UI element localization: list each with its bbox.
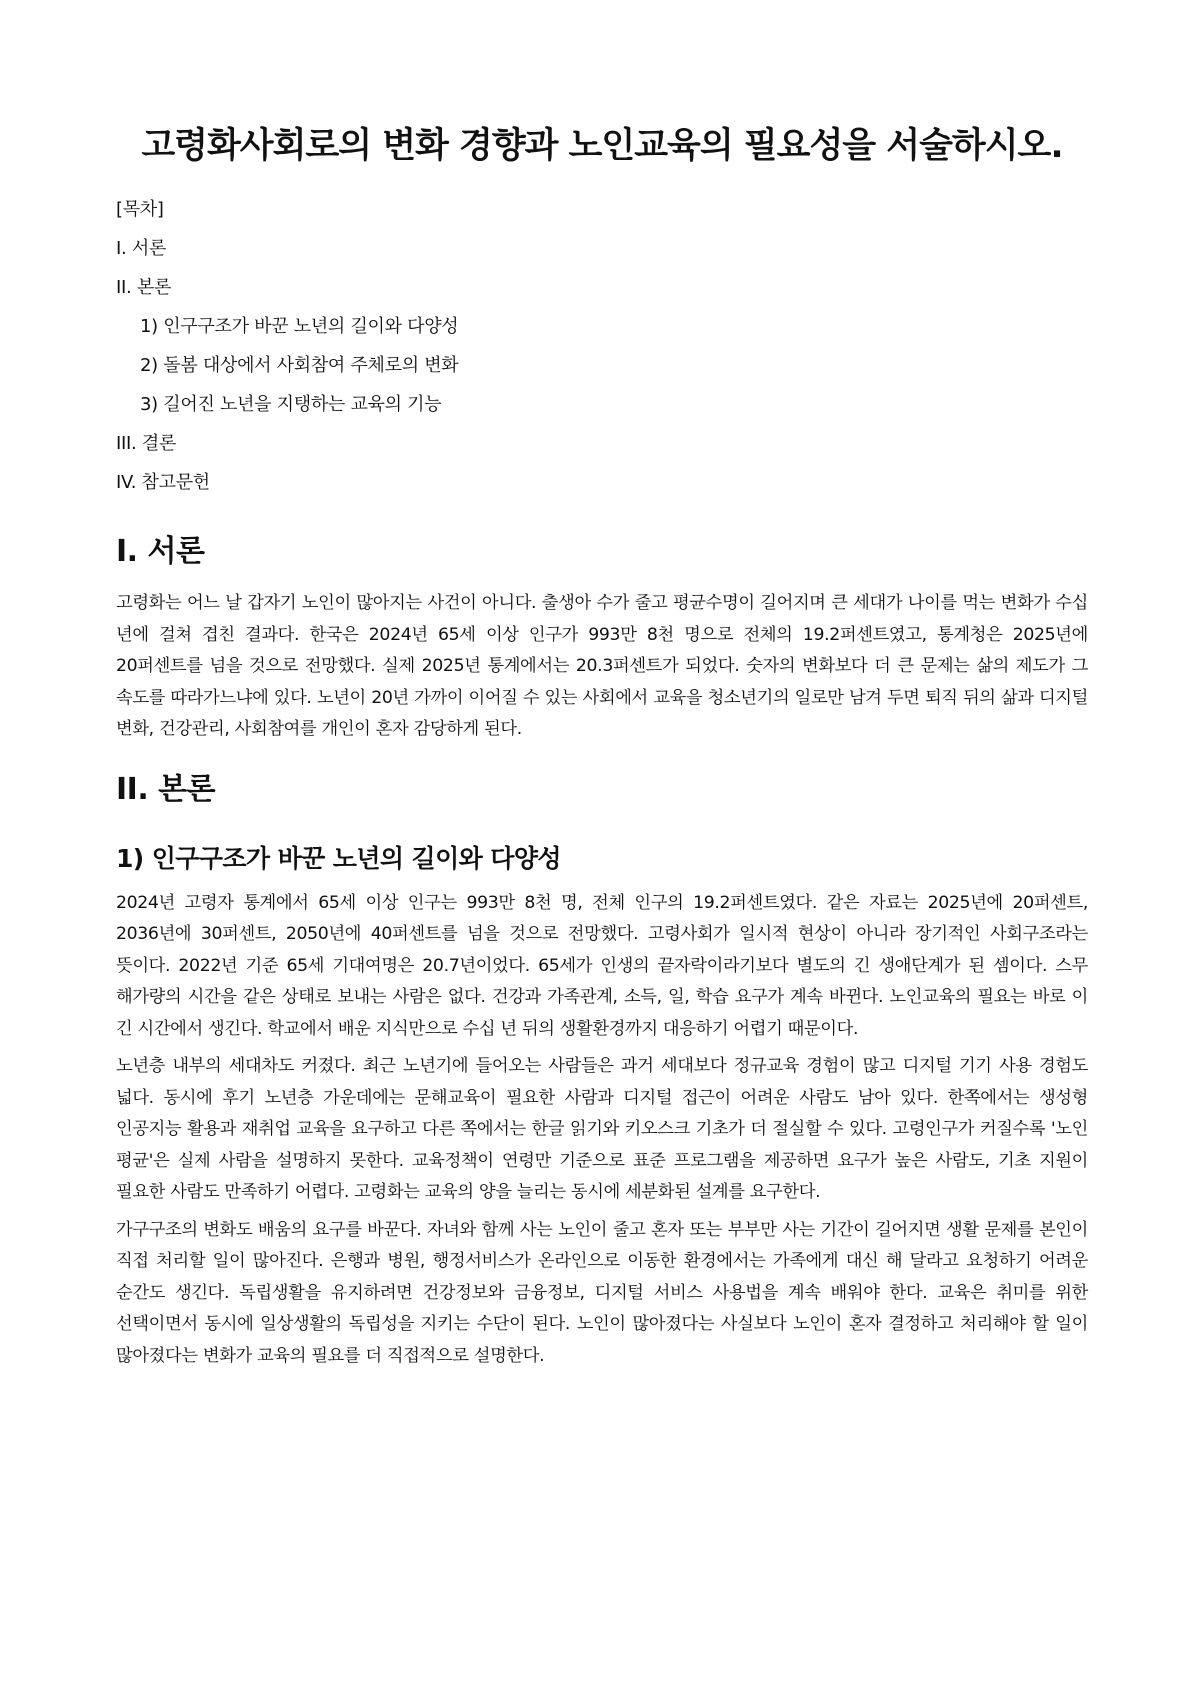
table-of-contents (116, 190, 1088, 502)
toc-item-conclusion: III. 결론 (116, 433, 177, 454)
toc-item-references: IV. 참고문헌 (116, 472, 210, 493)
toc-item-body-3: 3) 길어진 노년을 지탱하는 교육의 기능 (140, 394, 442, 415)
section-body (116, 768, 1088, 1373)
toc-item-body-2: 2) 돌봄 대상에서 사회참여 주체로의 변화 (140, 355, 459, 376)
paragraph: 노년층 내부의 세대차도 커졌다. 최근 노년기에 들어오는 사람들은 과거 세대보다 정규교육 경험이 많고 디지털 기기 사용 경험도 넓다. 동시에 후기 노년층 가운데에는 문해교육이 필요한 사람과 디지털 접근이 어려운 사람도 남아 있다. 한쪽에서는 생성형 인공지능 활용과 재취업 교육을 요구하고 다른 쪽에서는 한글 읽기와 키오스크 기초가 더 절실할 수 있다. 고령인구가 커질수록 '노인 평균'은 실제 사람을 설명하지 못한다. 교육정책이 연령만 기준으로 표준 프로그램을 제공하면 요구가 높은 사람도, 기초 지원이 필요한 사람도 만족하기 어렵다. 고령화는 교육의 양을 늘리는 동시에 세분화된 설계를 요구한다. (116, 1056, 1088, 1202)
paragraph: 2024년 고령자 통계에서 65세 이상 인구는 993만 8천 명, 전체 인구의 19.2퍼센트였다. 같은 자료는 2025년에 20퍼센트, 2036년에 30퍼센트, 2050년에 40퍼센트를 넘을 것으로 전망했다. 고령사회가 일시적 현상이 아니라 장기적인 사회구조라는 뜻이다. 2022년 기준 65세 기대여명은 20.7년이었다. 65세가 인생의 끝자락이라기보다 별도의 긴 생애단계가 된 셈이다. 스무 해가량의 시간을 같은 상태로 보내는 사람은 없다. 건강과 가족관계, 소득, 일, 학습 요구가 계속 바뀐다. 노인교육의 필요는 바로 이 긴 시간에서 생긴다. 학교에서 배운 지식만으로 수십 년 뒤의 생활환경까지 대응하기 어렵기 때문이다. (116, 892, 1088, 1039)
section-intro (116, 530, 1088, 746)
toc-item-intro: I. 서론 (116, 238, 167, 259)
paragraph: 고령화는 어느 날 갑자기 노인이 많아지는 사건이 아니다. 출생아 수가 줄고 평균수명이 길어지며 큰 세대가 나이를 먹는 변화가 수십 년에 걸쳐 겹친 결과다. 한국은 2024년 65세 이상 인구가 993만 8천 명으로 전체의 19.2퍼센트였고, 통계청은 2025년에 20퍼센트를 넘을 것으로 전망했다. 실제 2025년 통계에서는 20.3퍼센트가 되었다. 숫자의 변화보다 더 큰 문제는 삶의 제도가 그 속도를 따라가느냐에 있다. 노년이 20년 가까이 이어질 수 있는 사회에서 교육을 청소년기의 일로만 남겨 두면 퇴직 뒤의 삶과 디지털 변화, 건강관리, 사회참여를 개인이 혼자 감당하게 된다. (116, 593, 1088, 739)
toc-heading: [목차] (116, 199, 164, 220)
subsection-heading-1: 1) 인구구조가 바꾼 노년의 길이와 다양성 (116, 843, 561, 873)
section-heading-intro: I. 서론 (116, 534, 205, 569)
document-title: 고령화사회로의 변화 경향과 노인교육의 필요성을 서술하시오. (141, 126, 1063, 166)
subsection-1 (116, 840, 1088, 1373)
paragraph: 가구구조의 변화도 배움의 요구를 바꾼다. 자녀와 함께 사는 노인이 줄고 혼자 또는 부부만 사는 기간이 길어지면 생활 문제를 본인이 직접 처리할 일이 많아진다. 은행과 병원, 행정서비스가 온라인으로 이동한 환경에서는 가족에게 대신 해 달라고 요청하기 어려운 순간도 생긴다. 독립생활을 유지하려면 건강정보와 금융정보, 디지털 서비스 사용법을 계속 배워야 한다. 교육은 취미를 위한 선택이면서 동시에 일상생활의 독립성을 지키는 수단이 된다. 노인이 많아졌다는 사실보다 노인이 혼자 결정하고 처리해야 할 일이 많아졌다는 변화가 교육의 필요를 더 직접적으로 설명한다. (116, 1219, 1088, 1366)
toc-item-body: II. 본론 (116, 277, 172, 298)
section-heading-body: II. 본론 (116, 771, 216, 807)
toc-item-body-1: 1) 인구구조가 바꾼 노년의 길이와 다양성 (140, 316, 459, 337)
